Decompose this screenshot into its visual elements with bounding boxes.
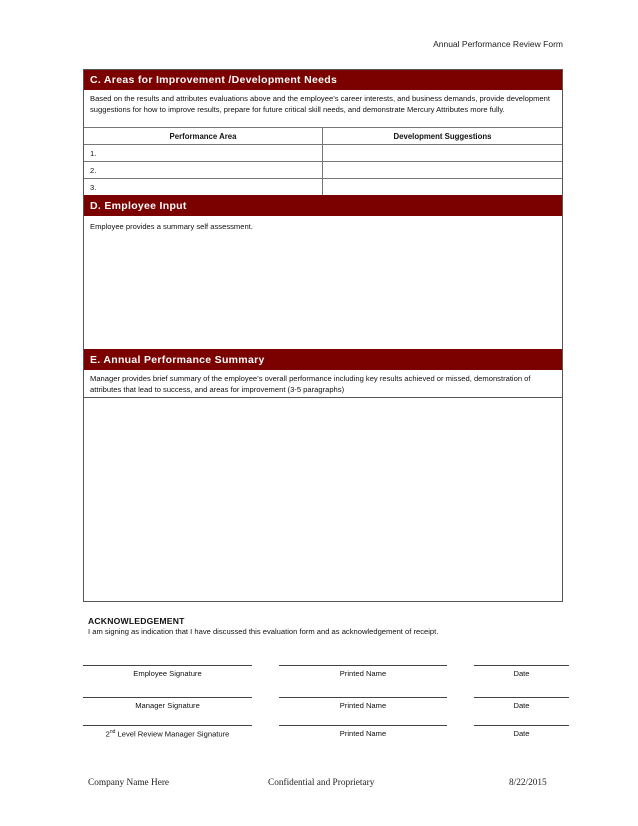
manager-signature-label: Manager Signature xyxy=(135,701,200,710)
section-c-description: Based on the results and attributes evaluations above and the employee’s career interests, and business demands, provide development suggestions for how to improve results, prepare for future critical skill needs, and demonstrate Mercury Attributes more fully. xyxy=(90,94,550,114)
second-level-printed-name-line[interactable] xyxy=(279,725,447,726)
manager-printed-name-line[interactable] xyxy=(279,697,447,698)
second-level-manager-signature-label xyxy=(83,729,252,739)
footer-company-name: Company Name Here xyxy=(88,778,170,788)
section-d-header xyxy=(84,195,562,216)
review-form xyxy=(83,69,563,602)
table-row xyxy=(84,161,562,178)
development-suggestion-cell-2[interactable] xyxy=(323,162,562,178)
ordinal-suffix: nd xyxy=(109,729,116,735)
performance-area-cell-1[interactable]: 1. xyxy=(84,145,323,161)
signature-label-rest: Level Review Manager Signature xyxy=(115,729,230,739)
footer-date: 8/22/2015 xyxy=(509,778,547,788)
footer-confidential: Confidential and Proprietary xyxy=(268,778,375,788)
column-header-development-suggestions: Development Suggestions xyxy=(393,131,492,141)
section-e-description: Manager provides brief summary of the employee’s overall performance including key results achieved or missed, demonstration of attributes that lead to success, and areas for improvement (3-5 paragraphs) xyxy=(90,374,531,394)
employee-printed-name-line[interactable] xyxy=(279,665,447,666)
section-e-header xyxy=(84,349,562,370)
employee-signature-label: Employee Signature xyxy=(133,669,202,678)
column-header-performance-area: Performance Area xyxy=(84,128,323,144)
performance-summary-area[interactable] xyxy=(84,398,562,601)
development-suggestion-cell-1[interactable] xyxy=(323,145,562,161)
page-header-title: Annual Performance Review Form xyxy=(433,39,563,49)
section-c-header xyxy=(84,70,562,90)
second-level-manager-signature-line[interactable] xyxy=(83,725,252,726)
performance-area-cell-3[interactable]: 3. xyxy=(84,179,323,195)
manager-signature-line[interactable] xyxy=(83,697,252,698)
table-header-row xyxy=(84,127,562,144)
ordinal-number: 2 xyxy=(105,729,110,739)
performance-area-cell-2[interactable]: 2. xyxy=(84,162,323,178)
table-row xyxy=(84,178,562,195)
development-suggestion-cell-3[interactable] xyxy=(323,179,562,195)
manager-date-label: Date xyxy=(513,701,530,710)
acknowledgement-title: ACKNOWLEDGEMENT xyxy=(88,616,185,626)
employee-input-area[interactable] xyxy=(84,218,562,348)
second-level-date-line[interactable] xyxy=(474,725,569,726)
section-d-title: D. Employee Input xyxy=(90,199,187,212)
section-e-title: E. Annual Performance Summary xyxy=(90,353,265,366)
section-d-description: Employee provides a summary self assessment. xyxy=(90,222,253,231)
employee-printed-name-label: Printed Name xyxy=(339,669,387,678)
employee-date-label: Date xyxy=(513,669,530,678)
second-level-date-label: Date xyxy=(513,729,530,738)
employee-date-line[interactable] xyxy=(474,665,569,666)
manager-date-line[interactable] xyxy=(474,697,569,698)
acknowledgement-text: I am signing as indication that I have discussed this evaluation form and as acknowledgement of receipt. xyxy=(88,627,439,636)
second-level-printed-name-label: Printed Name xyxy=(339,729,387,738)
employee-signature-line[interactable] xyxy=(83,665,252,666)
manager-printed-name-label: Printed Name xyxy=(339,701,387,710)
table-row xyxy=(84,144,562,161)
section-c-title: C. Areas for Improvement /Development Needs xyxy=(90,74,338,86)
